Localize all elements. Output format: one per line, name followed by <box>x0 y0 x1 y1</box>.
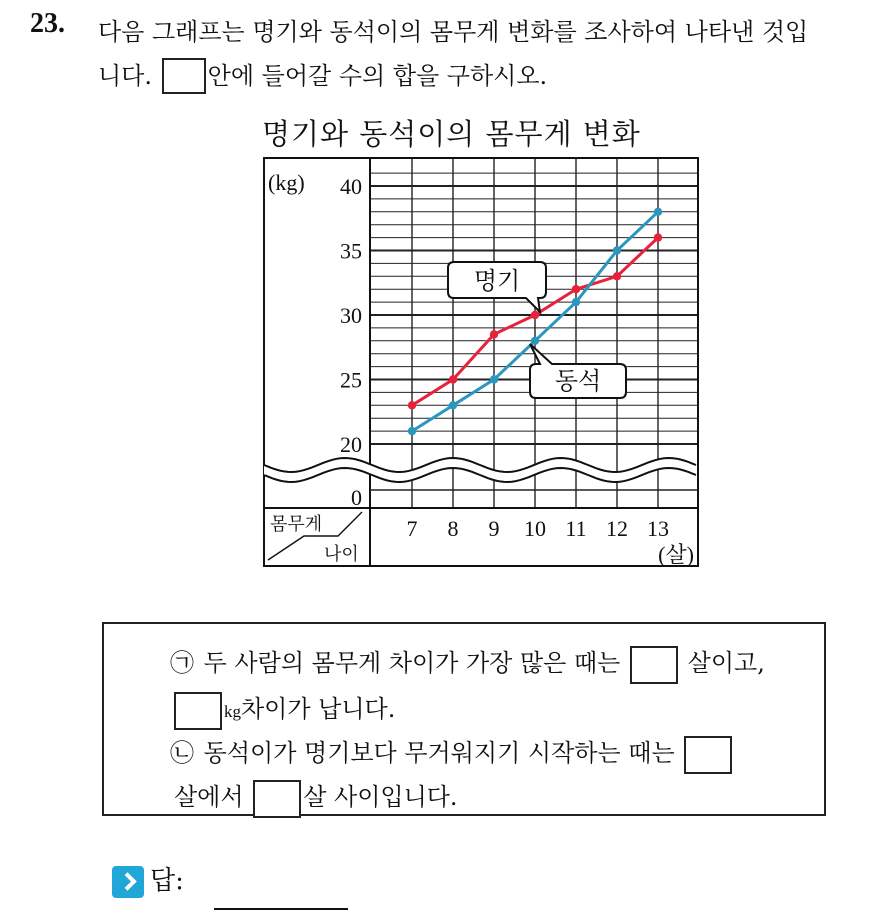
callout-dongseok-label: 동석 <box>554 367 602 395</box>
question-number: 23. <box>30 8 65 39</box>
series-myeonggi-point <box>654 233 662 241</box>
y-tick-label: 20 <box>340 432 362 457</box>
condition-1-text-c: 차이가 납니다. <box>241 695 396 723</box>
condition-2-blank-start <box>684 736 732 774</box>
condition-1-line-1 <box>170 644 765 684</box>
y-axis-label: (kg) <box>268 170 305 195</box>
series-dongseok-point <box>531 337 539 345</box>
series-myeonggi-point <box>408 401 416 409</box>
corner-label-age: 나이 <box>324 544 359 565</box>
y-tick-label: 35 <box>340 238 362 264</box>
x-tick-label: 7 <box>406 516 418 541</box>
condition-2-marker: ㉡ <box>170 739 194 767</box>
x-tick-label: 8 <box>447 516 459 541</box>
x-tick-label: 10 <box>524 516 546 541</box>
series-myeonggi-point <box>490 330 498 338</box>
x-tick-label: 13 <box>647 516 669 541</box>
series-dongseok-point <box>654 208 662 216</box>
y-tick-label: 25 <box>340 367 362 393</box>
series-dongseok-point <box>613 246 621 254</box>
series-myeonggi-point <box>613 272 621 280</box>
condition-1-blank-kg <box>174 692 222 730</box>
series-myeonggi-point <box>449 375 457 383</box>
callout-myeonggi <box>448 262 546 312</box>
corner-label-weight: 몸무게 <box>270 514 323 535</box>
chevron-right-icon <box>112 866 144 898</box>
x-axis-label: (살) <box>658 542 694 567</box>
y-tick-label: 0 <box>351 485 362 510</box>
series-dongseok-point <box>490 375 498 383</box>
callout-dongseok <box>530 344 626 398</box>
chart-border <box>264 158 698 566</box>
chart-title: 명기와 동석이의 몸무게 변화 <box>262 117 641 151</box>
chart-grid <box>370 158 698 508</box>
series-dongseok-point <box>572 298 580 306</box>
series-dongseok-point <box>449 401 457 409</box>
axis-break-wave <box>264 458 696 482</box>
series-myeonggi-point <box>531 311 539 319</box>
chart-frame <box>264 158 698 566</box>
condition-1-text-b: 살이고, <box>687 649 765 677</box>
y-tick-label: 30 <box>340 303 362 328</box>
x-tick-label: 12 <box>606 516 628 541</box>
condition-1-text-a: 두 사람의 몸무게 차이가 가장 많은 때는 <box>203 649 621 677</box>
question-line-2-start: 니다. <box>98 62 152 90</box>
y-tick-label: 40 <box>340 174 362 199</box>
condition-1-blank-age <box>630 646 678 684</box>
condition-1-marker: ㉠ <box>170 649 194 677</box>
question-line-1: 다음 그래프는 명기와 동석이의 몸무게 변화를 조사하여 나타낸 것입 <box>98 18 809 46</box>
answer-area <box>112 860 184 898</box>
series-myeonggi-point <box>572 285 580 293</box>
condition-2-text-b: 살에서 <box>174 783 244 811</box>
series-dongseok-point <box>408 427 416 435</box>
condition-2-line-2 <box>174 778 458 818</box>
condition-2-text-a: 동석이가 명기보다 무거워지기 시작하는 때는 <box>203 739 675 767</box>
condition-box <box>102 622 826 816</box>
x-tick-label: 11 <box>565 516 587 541</box>
question-line-2-end: 안에 들어갈 수의 합을 구하시오. <box>207 62 548 90</box>
condition-2-text-c: 살 사이입니다. <box>303 783 458 811</box>
condition-1-unit: kg <box>224 702 241 721</box>
x-tick-label: 9 <box>488 516 500 541</box>
condition-1-line-2 <box>172 690 395 731</box>
condition-2-blank-end <box>253 780 301 818</box>
callout-myeonggi-label: 명기 <box>473 267 521 295</box>
answer-input-line[interactable] <box>214 908 348 910</box>
answer-label: 답: <box>150 866 184 896</box>
condition-2-line-1 <box>170 734 734 774</box>
